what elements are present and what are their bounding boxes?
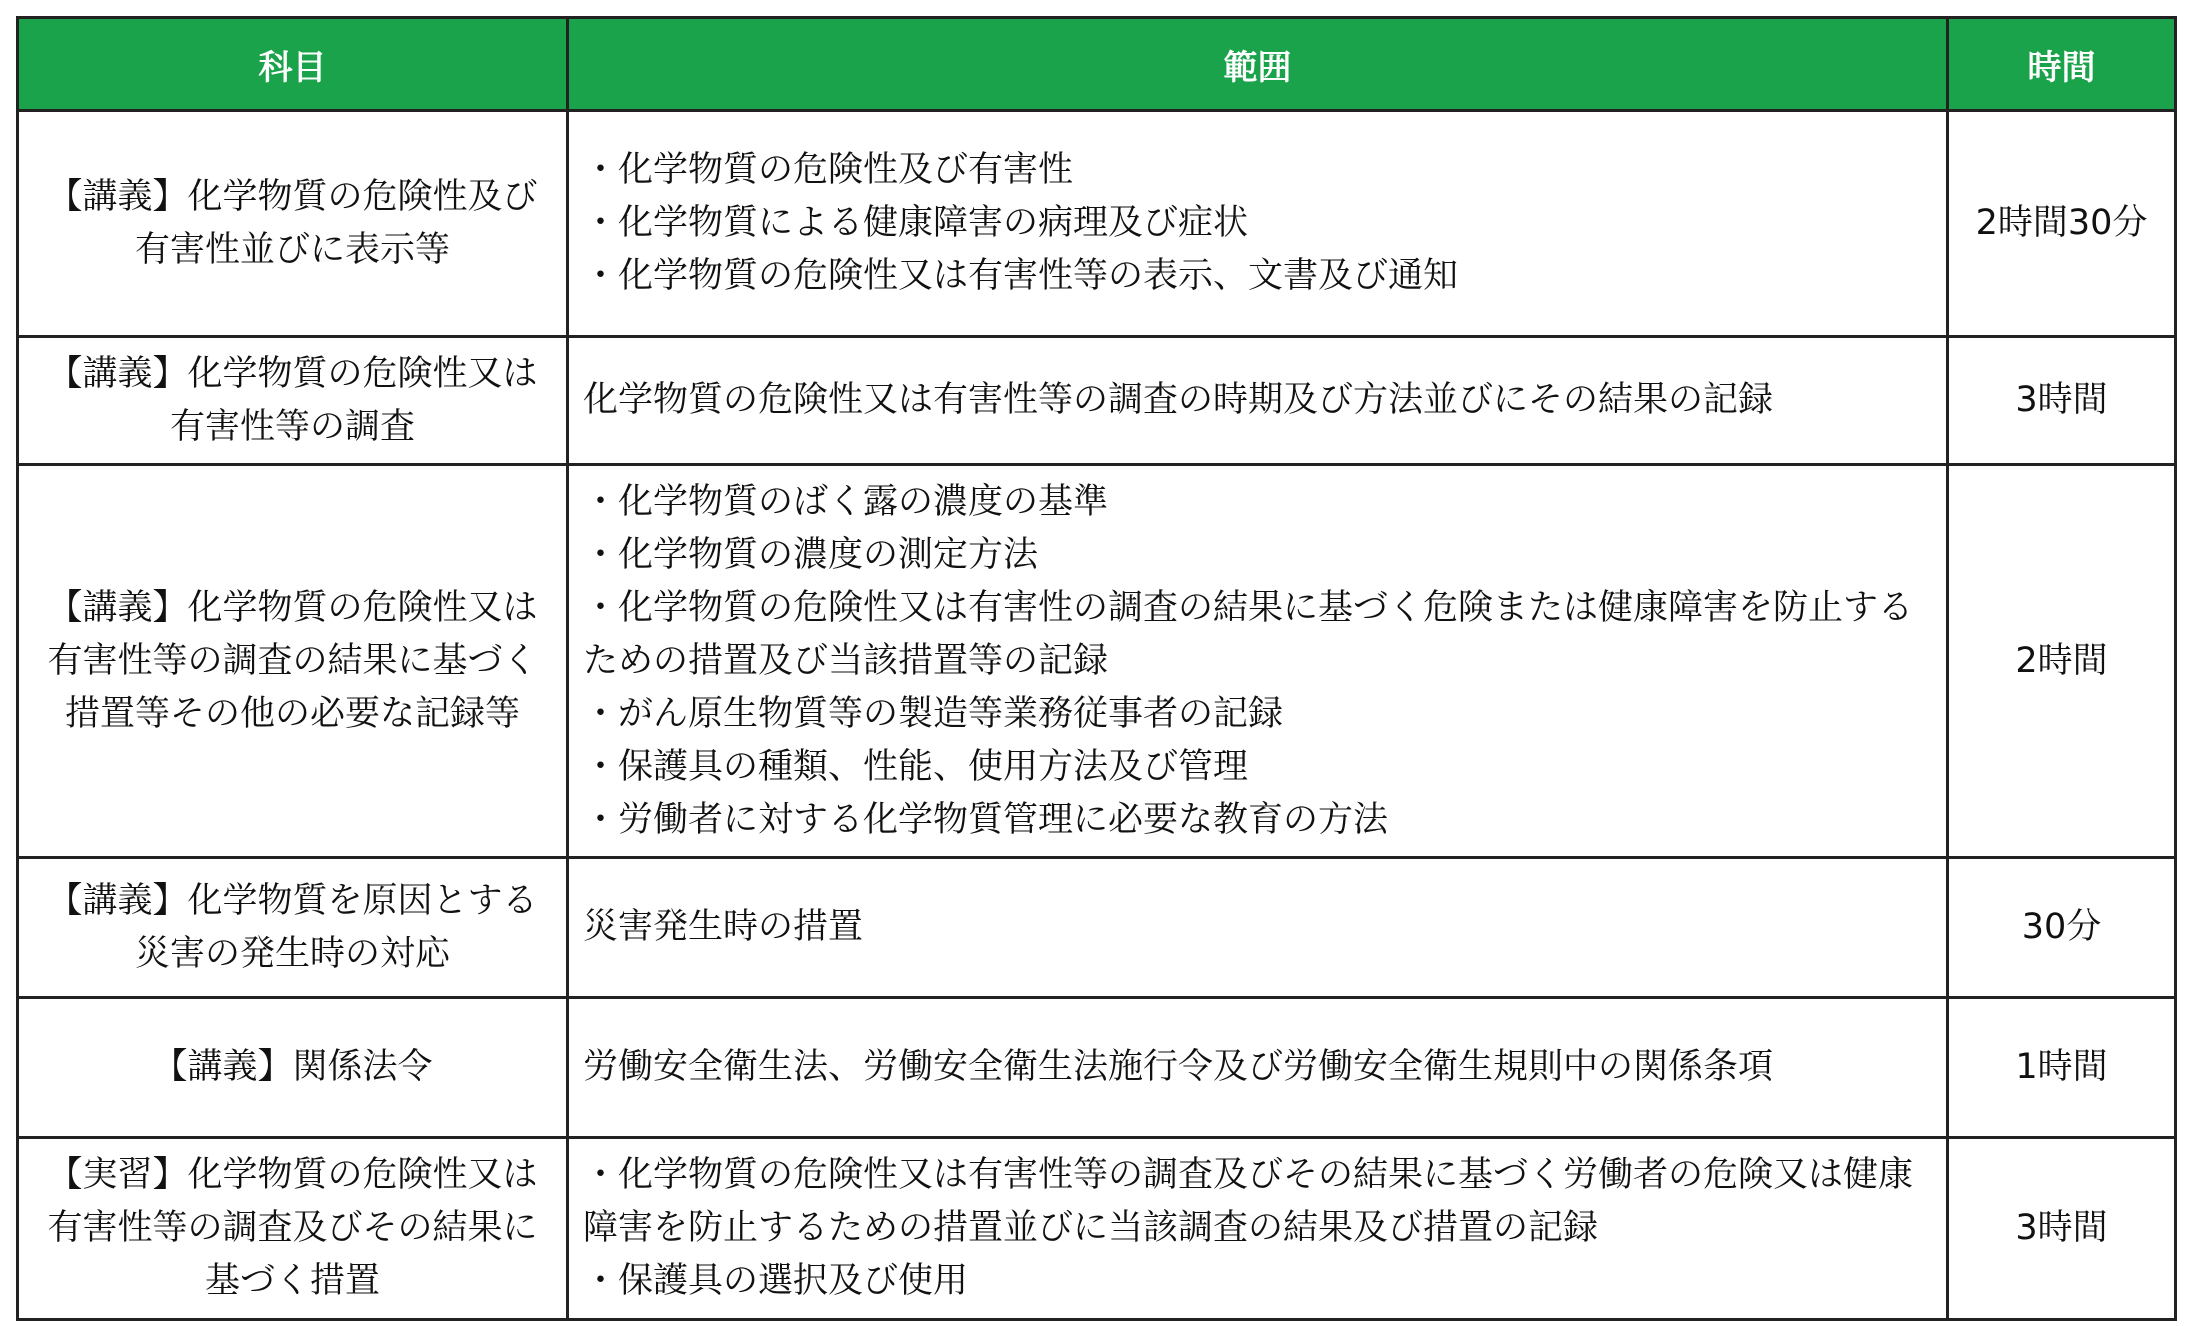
scope-cell (568, 998, 1948, 1138)
time-cell: 2時間30分 (1948, 111, 2176, 337)
scope-item: 化学物質の危険性又は有害性等の調査の時期及び方法並びにその結果の記録 (583, 380, 1774, 420)
curriculum-table-wrapper (16, 16, 2174, 1321)
table-row (18, 465, 2176, 858)
scope-item: ・保護具の種類、性能、使用方法及び管理 (583, 746, 1249, 787)
scope-item: 労働安全衛生法、労働安全衛生法施行令及び労働安全衛生規則中の関係条項 (583, 1047, 1774, 1087)
table-row (18, 111, 2176, 337)
subject-cell: 【講義】化学物質の危険性又は有害性等の調査の結果に基づく措置等その他の必要な記録等 (18, 465, 568, 858)
table-row (18, 337, 2176, 465)
header-time: 時間 (1948, 18, 2176, 111)
scope-item: ・化学物質の危険性又は有害性の調査の結果に基づく危険または健康障害を防止するための措置及び当該措置等の記録 (583, 587, 1914, 681)
header-subject: 科目 (18, 18, 568, 111)
table-row (18, 998, 2176, 1138)
scope-item: ・化学物質の危険性又は有害性等の表示、文書及び通知 (583, 256, 1459, 296)
subject-cell: 【講義】化学物質の危険性又は有害性等の調査 (18, 337, 568, 465)
scope-item: ・化学物質の濃度の測定方法 (583, 534, 1039, 575)
scope-item: ・がん原生物質等の製造等業務従事者の記録 (583, 693, 1284, 734)
curriculum-table (16, 16, 2177, 1321)
header-row (18, 18, 2176, 111)
subject-cell: 【実習】化学物質の危険性又は有害性等の調査及びその結果に基づく措置 (18, 1138, 568, 1320)
table-row (18, 858, 2176, 998)
subject-cell: 【講義】関係法令 (18, 998, 568, 1138)
table-row (18, 1138, 2176, 1320)
scope-item: ・化学物質の危険性又は有害性等の調査及びその結果に基づく労働者の危険又は健康障害を防止するための措置並びに当該調査の結果及び措置の記録 (583, 1155, 1914, 1248)
time-cell: 30分 (1948, 858, 2176, 998)
subject-cell: 【講義】化学物質の危険性及び有害性並びに表示等 (18, 111, 568, 337)
time-cell: 2時間 (1948, 465, 2176, 858)
scope-item: 災害発生時の措置 (583, 907, 864, 947)
scope-item: ・保護具の選択及び使用 (583, 1261, 969, 1301)
subject-cell: 【講義】化学物質を原因とする災害の発生時の対応 (18, 858, 568, 998)
scope-cell (568, 858, 1948, 998)
scope-item: ・化学物質の危険性及び有害性 (583, 150, 1074, 190)
scope-cell (568, 1138, 1948, 1320)
scope-item: ・労働者に対する化学物質管理に必要な教育の方法 (583, 799, 1389, 840)
time-cell: 3時間 (1948, 1138, 2176, 1320)
scope-cell (568, 337, 1948, 465)
header-scope: 範囲 (568, 18, 1948, 111)
scope-item: ・化学物質による健康障害の病理及び症状 (583, 203, 1249, 243)
time-cell: 1時間 (1948, 998, 2176, 1138)
scope-cell (568, 465, 1948, 858)
scope-item: ・化学物質のばく露の濃度の基準 (583, 481, 1109, 522)
time-cell: 3時間 (1948, 337, 2176, 465)
scope-cell (568, 111, 1948, 337)
